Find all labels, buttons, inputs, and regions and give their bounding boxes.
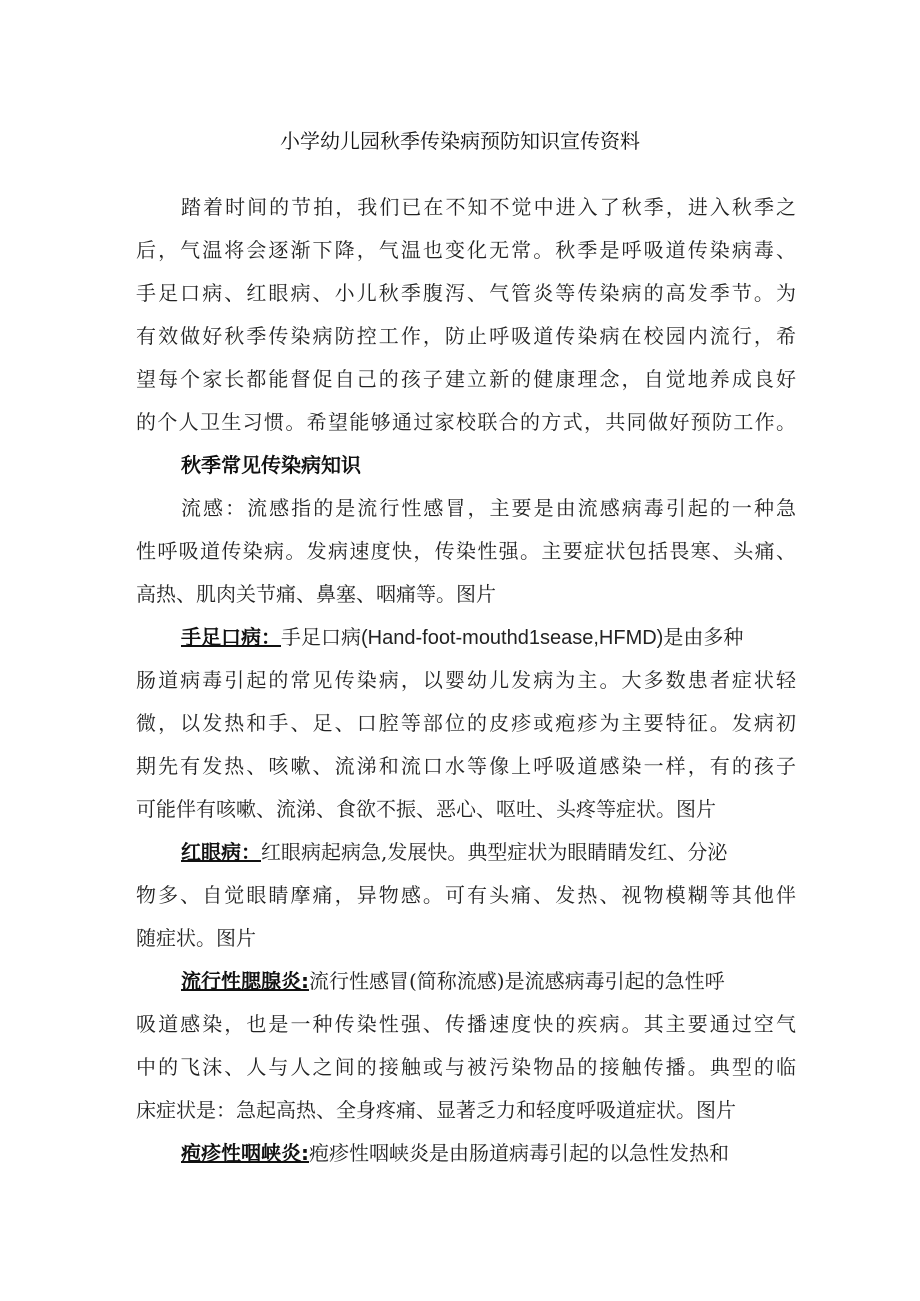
flu-line: 流感：流感指的是流行性感冒，主要是由流感病毒引起的一种急: [181, 496, 796, 520]
intro-line: 后，气温将会逐渐下降，气温也变化无常。秋季是呼吸道传染病毒、: [136, 238, 796, 262]
pinkeye-first-line: [136, 831, 796, 874]
pinkeye-term: 红眼病：: [181, 840, 261, 864]
intro-line: 有效做好秋季传染病防控工作，防止呼吸道传染病在校园内流行，希: [136, 324, 796, 348]
pinkeye-line: 随症状。图片: [136, 926, 256, 950]
hfmd-line: 期先有发热、咳嗽、流涕和流口水等像上呼吸道感染一样，有的孩子: [136, 754, 796, 778]
hfmd-line: 肠道病毒引起的常见传染病，以婴幼儿发病为主。大多数患者症状轻: [136, 668, 796, 692]
hfmd-first-line: [136, 616, 796, 659]
herpangina-term: 疱疹性咽峡炎:: [181, 1141, 309, 1165]
flu-line: 高热、肌肉关节痛、鼻塞、咽痛等。图片: [136, 582, 496, 606]
intro-line: 手足口病、红眼病、小儿秋季腹泻、气管炎等传染病的高发季节。为: [136, 281, 796, 305]
pinkeye-line: 物多、自觉眼睛摩痛，异物感。可有头痛、发热、视物模糊等其他伴: [136, 883, 796, 907]
mumps-first-line: [136, 960, 796, 1003]
pinkeye-text: 红眼病起病急,发展快。典型症状为眼睛睛发红、分泌: [261, 840, 728, 864]
hfmd-line: 微，以发热和手、足、口腔等部位的皮疹或疱疹为主要特征。发病初: [136, 711, 796, 735]
hfmd-latin-name: (Hand-foot-mouthd1sease,HFMD): [361, 627, 664, 649]
hfmd-term: 手足口病：: [181, 625, 281, 649]
intro-line: 望每个家长都能督促自己的孩子建立新的健康理念，自觉地养成良好: [136, 367, 796, 391]
document-body: [136, 186, 796, 1175]
herpangina-text: 疱疹性咽峡炎是由肠道病毒引起的以急性发热和: [309, 1141, 729, 1165]
mumps-line: 吸道感染，也是一种传染性强、传播速度快的疾病。其主要通过空气: [136, 1012, 796, 1036]
flu-line: 性呼吸道传染病。发病速度快，传染性强。主要症状包括畏寒、头痛、: [136, 539, 796, 563]
hfmd-text: 手足口病: [281, 625, 361, 649]
hfmd-text-tail: 是由多种: [663, 625, 744, 649]
mumps-text: 流行性感冒(简称流感)是流感病毒引起的急性呼: [309, 969, 725, 993]
document-title: 小学幼儿园秋季传染病预防知识宣传资料: [280, 129, 640, 153]
intro-line: 踏着时间的节拍，我们已在不知不觉中进入了秋季，进入秋季之: [181, 195, 796, 219]
section-heading: 秋季常见传染病知识: [181, 453, 361, 477]
mumps-term: 流行性腮腺炎:: [181, 969, 309, 993]
mumps-line: 床症状是：急起高热、全身疼痛、显著乏力和轻度呼吸道症状。图片: [136, 1098, 736, 1122]
intro-line: 的个人卫生习惯。希望能够通过家校联合的方式，共同做好预防工作。: [136, 410, 796, 434]
herpangina-first-line: [136, 1132, 796, 1175]
hfmd-line: 可能伴有咳嗽、流涕、食欲不振、恶心、呕吐、头疼等症状。图片: [136, 797, 716, 821]
mumps-line: 中的飞沫、人与人之间的接触或与被污染物品的接触传播。典型的临: [136, 1055, 796, 1079]
